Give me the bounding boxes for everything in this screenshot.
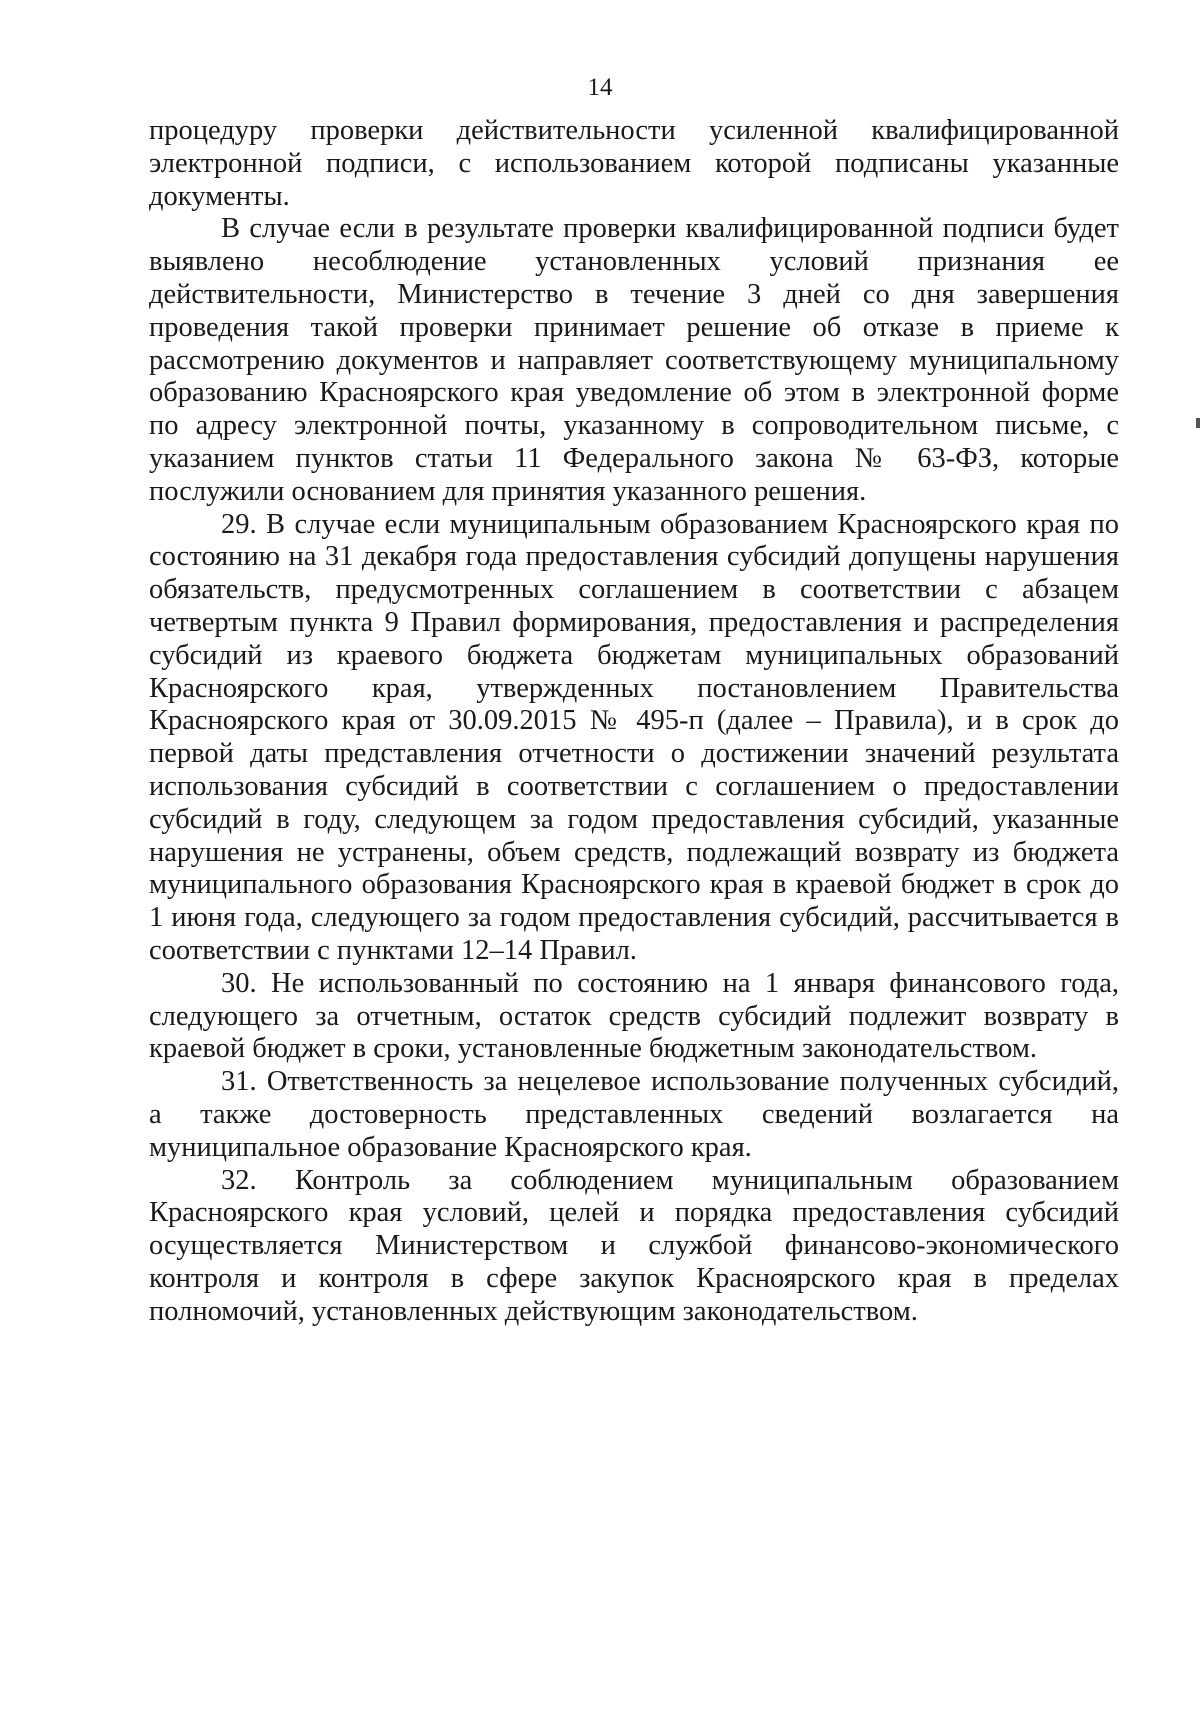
paragraph-31: 31. Ответственность за нецелевое использование полученных субсидий, а также достоверность представленных сведений возлагается на муниципальное образование Красноярского края. (149, 1066, 1119, 1163)
paragraph-signature-verification: процедуру проверки действительности усиленной квалифицированной электронной подписи, с использованием которой подписаны указанные документы. (149, 115, 1119, 212)
document-body (149, 115, 1119, 1328)
paragraph-29: 29. В случае если муниципальным образованием Красноярского края по состоянию на 31 декабря года предоставления субсидий допущены нарушения обязательств, предусмотренных соглашением в соответствии с абзацем четвертым пункта 9 Правил формирования, предоставления и распределения субсидий из краевого бюджета бюджетам муниципальных образований Красноярского края, утвержденных постановлением Правительства Красноярского края от 30.09.2015 № 495-п (далее – Правила), и в срок до первой даты представления отчетности о достижении значений результата использования субсидий в соответствии с соглашением о предоставлении субсидий в году, следующем за годом предоставления субсидий, указанные нарушения не устранены, объем средств, подлежащий возврату из бюджета муниципального образования Красноярского края в краевой бюджет в срок до 1 июня года, следующего за годом предоставления субсидий, рассчитывается в соответствии с пунктами 12–14 Правил. (149, 508, 1119, 966)
scan-edge-mark (1196, 418, 1200, 428)
paragraph-32: 32. Контроль за соблюдением муниципальным образованием Красноярского края условий, целей и порядка предоставления субсидий осуществляется Министерством и службой финансово-экономического контроля и контроля в сфере закупок Красноярского края в пределах полномочий, установленных действующим законодательством. (149, 1164, 1119, 1327)
paragraph-verification-failure: В случае если в результате проверки квалифицированной подписи будет выявлено несоблюдение установленных условий признания ее действительности, Министерство в течение 3 дней со дня завершения проведения такой проверки принимает решение об отказе в приеме к рассмотрению документов и направляет соответствующему муниципальному образованию Красноярского края уведомление об этом в электронной форме по адресу электронной почты, указанному в сопроводительном письме, с указанием пунктов статьи 11 Федерального закона № 63-ФЗ, которые послужили основанием для принятия указанного решения. (149, 213, 1119, 507)
paragraph-30: 30. Не использованный по состоянию на 1 января финансового года, следующего за отчетным, остаток средств субсидий подлежит возврату в краевой бюджет в сроки, установленные бюджетным законодательством. (149, 967, 1119, 1065)
page-number: 14 (587, 74, 613, 101)
